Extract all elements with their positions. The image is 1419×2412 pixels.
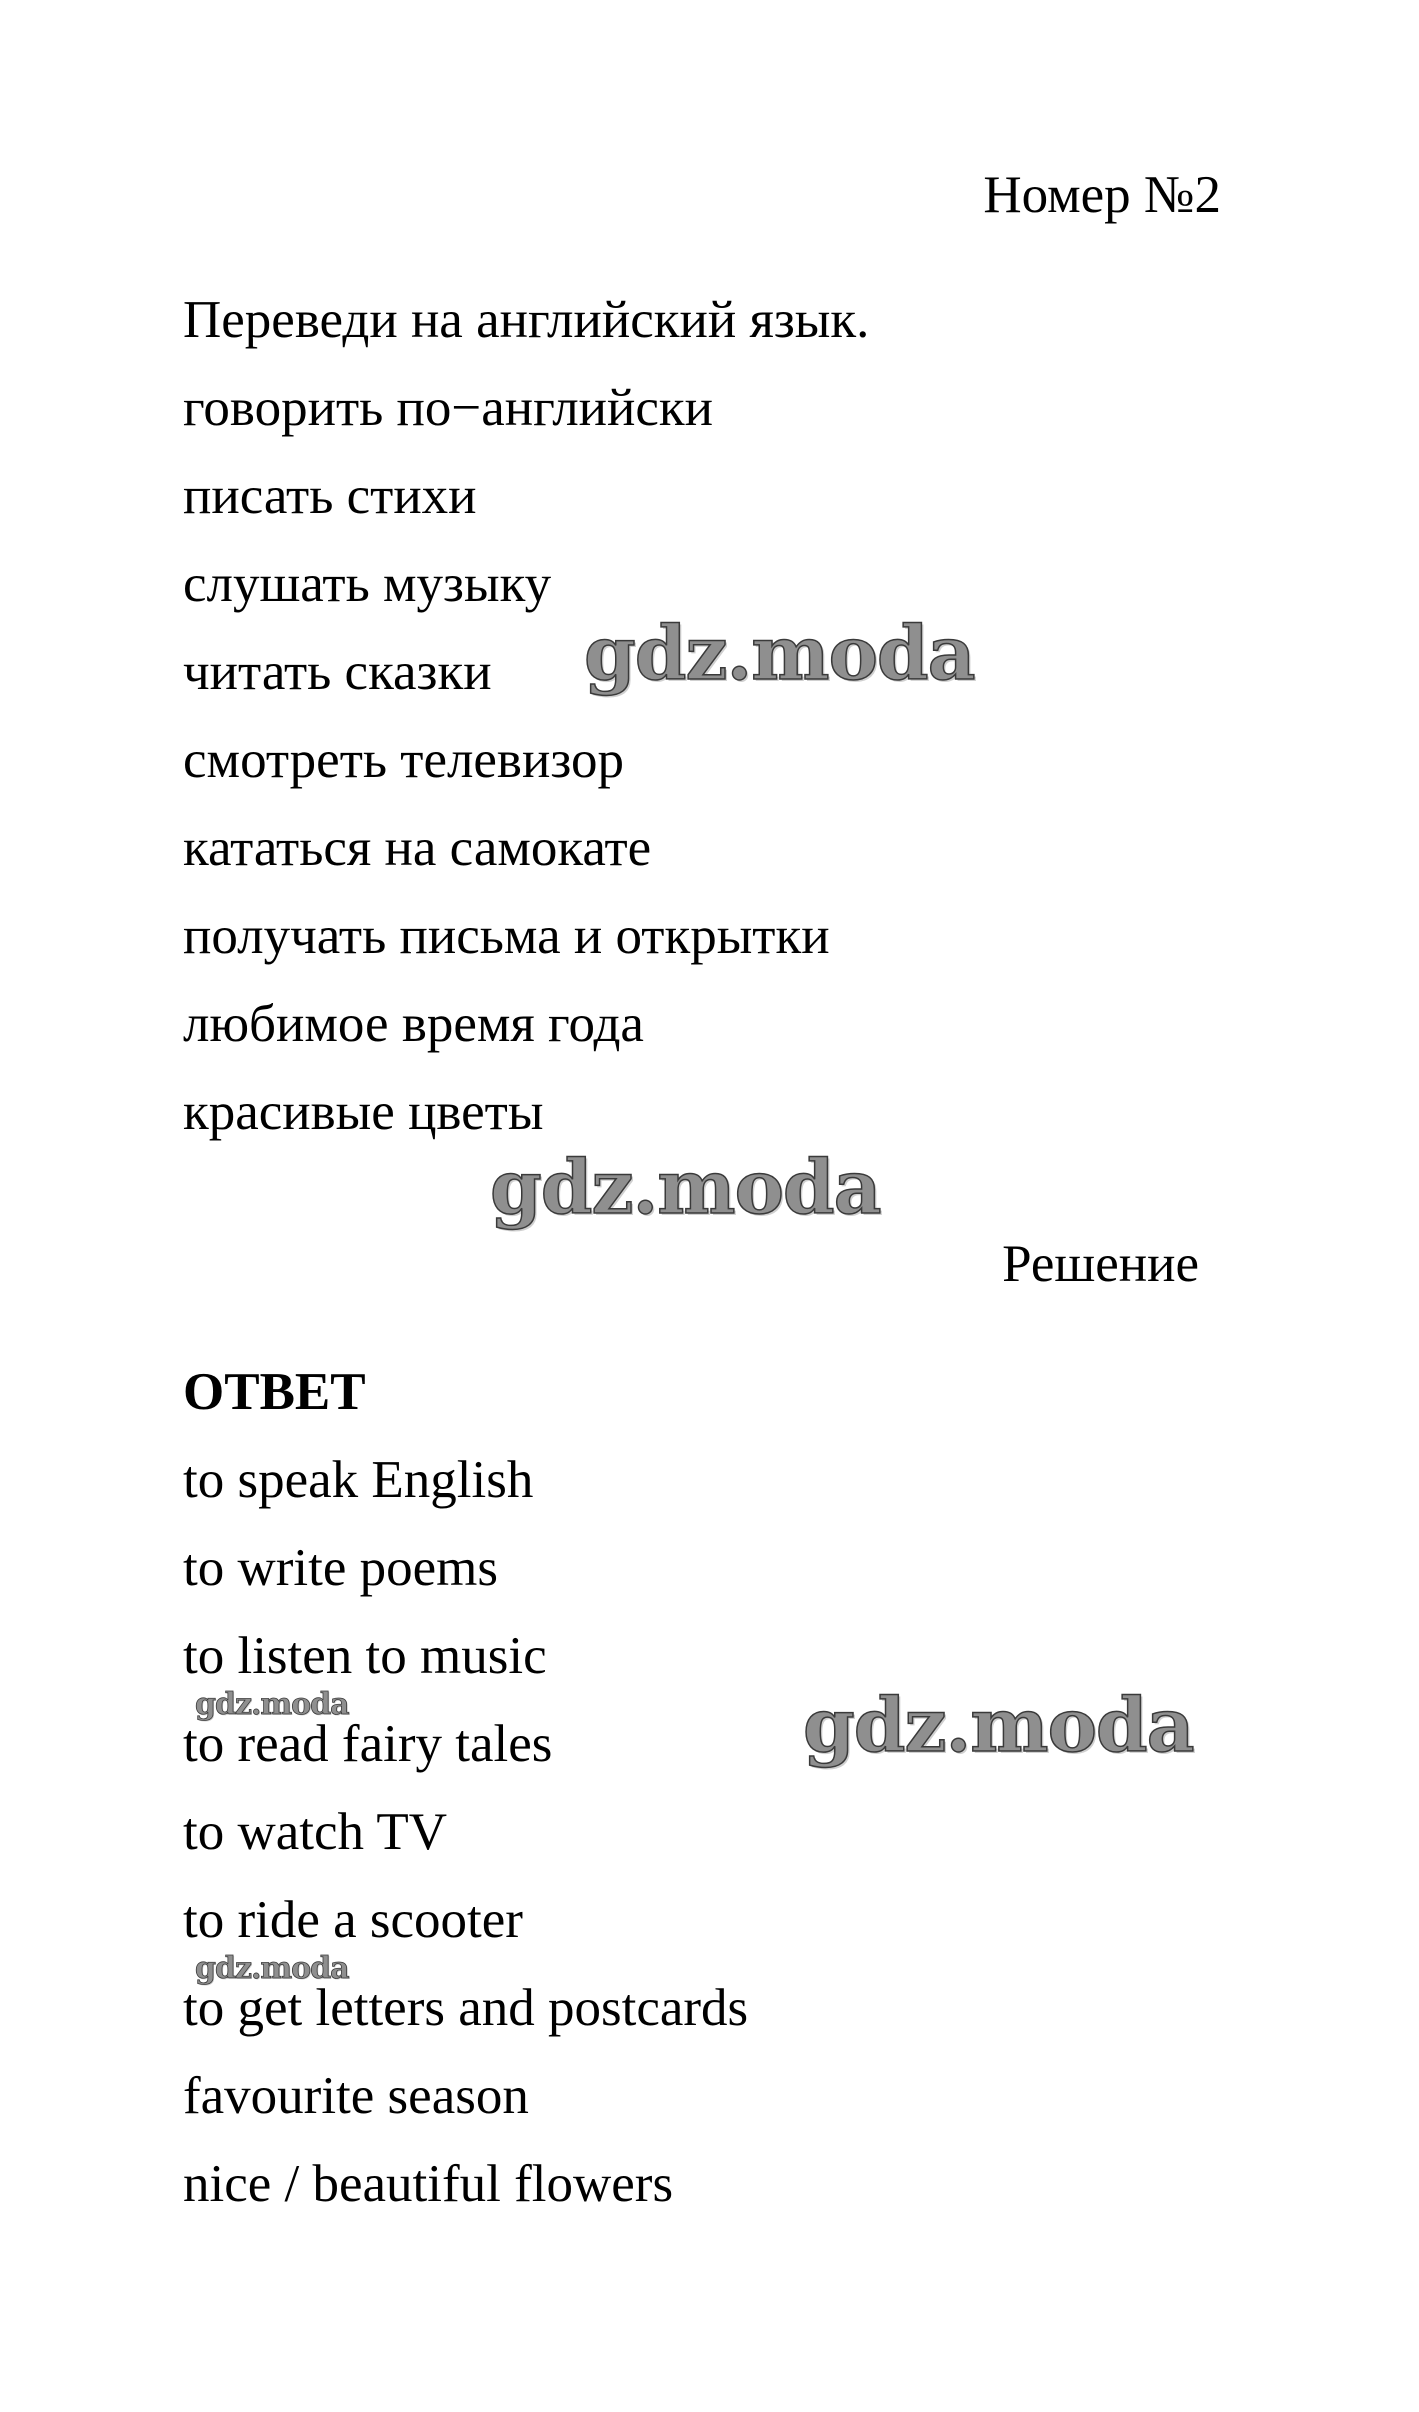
task-item: красивые цветы (183, 1083, 544, 1141)
watermark: gdz.moda (490, 1145, 881, 1231)
task-item: смотреть телевизор (183, 731, 624, 789)
task-item: писать стихи (183, 467, 477, 525)
task-item: любимое время года (183, 995, 644, 1053)
answer-item: to speak English (183, 1451, 534, 1509)
answer-item: to get letters and postcards (183, 1979, 749, 2037)
answer-item: to listen to music (183, 1627, 547, 1685)
task-instruction: Переведи на английский язык. (183, 291, 870, 349)
task-item: говорить по−английски (183, 379, 714, 437)
task-item: слушать музыку (183, 555, 552, 613)
answer-item: favourite season (183, 2067, 529, 2125)
exercise-number: Номер №2 (983, 166, 1221, 224)
answer-item: to watch TV (183, 1803, 447, 1861)
answer-item: nice / beautiful flowers (183, 2155, 674, 2213)
watermark: gdz.moda (195, 1687, 349, 1722)
answer-item: to ride a scooter (183, 1891, 523, 1949)
task-item: получать письма и открытки (183, 907, 830, 965)
watermark: gdz.moda (195, 1951, 349, 1986)
solution-label: Решение (1002, 1235, 1199, 1293)
answer-heading: ОТВЕТ (183, 1363, 366, 1421)
watermark: gdz.moda (584, 611, 975, 697)
task-item: читать сказки (183, 643, 492, 701)
answer-item: to read fairy tales (183, 1715, 553, 1773)
answer-item: to write poems (183, 1539, 498, 1597)
watermark: gdz.moda (803, 1683, 1194, 1769)
task-item: кататься на самокате (183, 819, 652, 877)
